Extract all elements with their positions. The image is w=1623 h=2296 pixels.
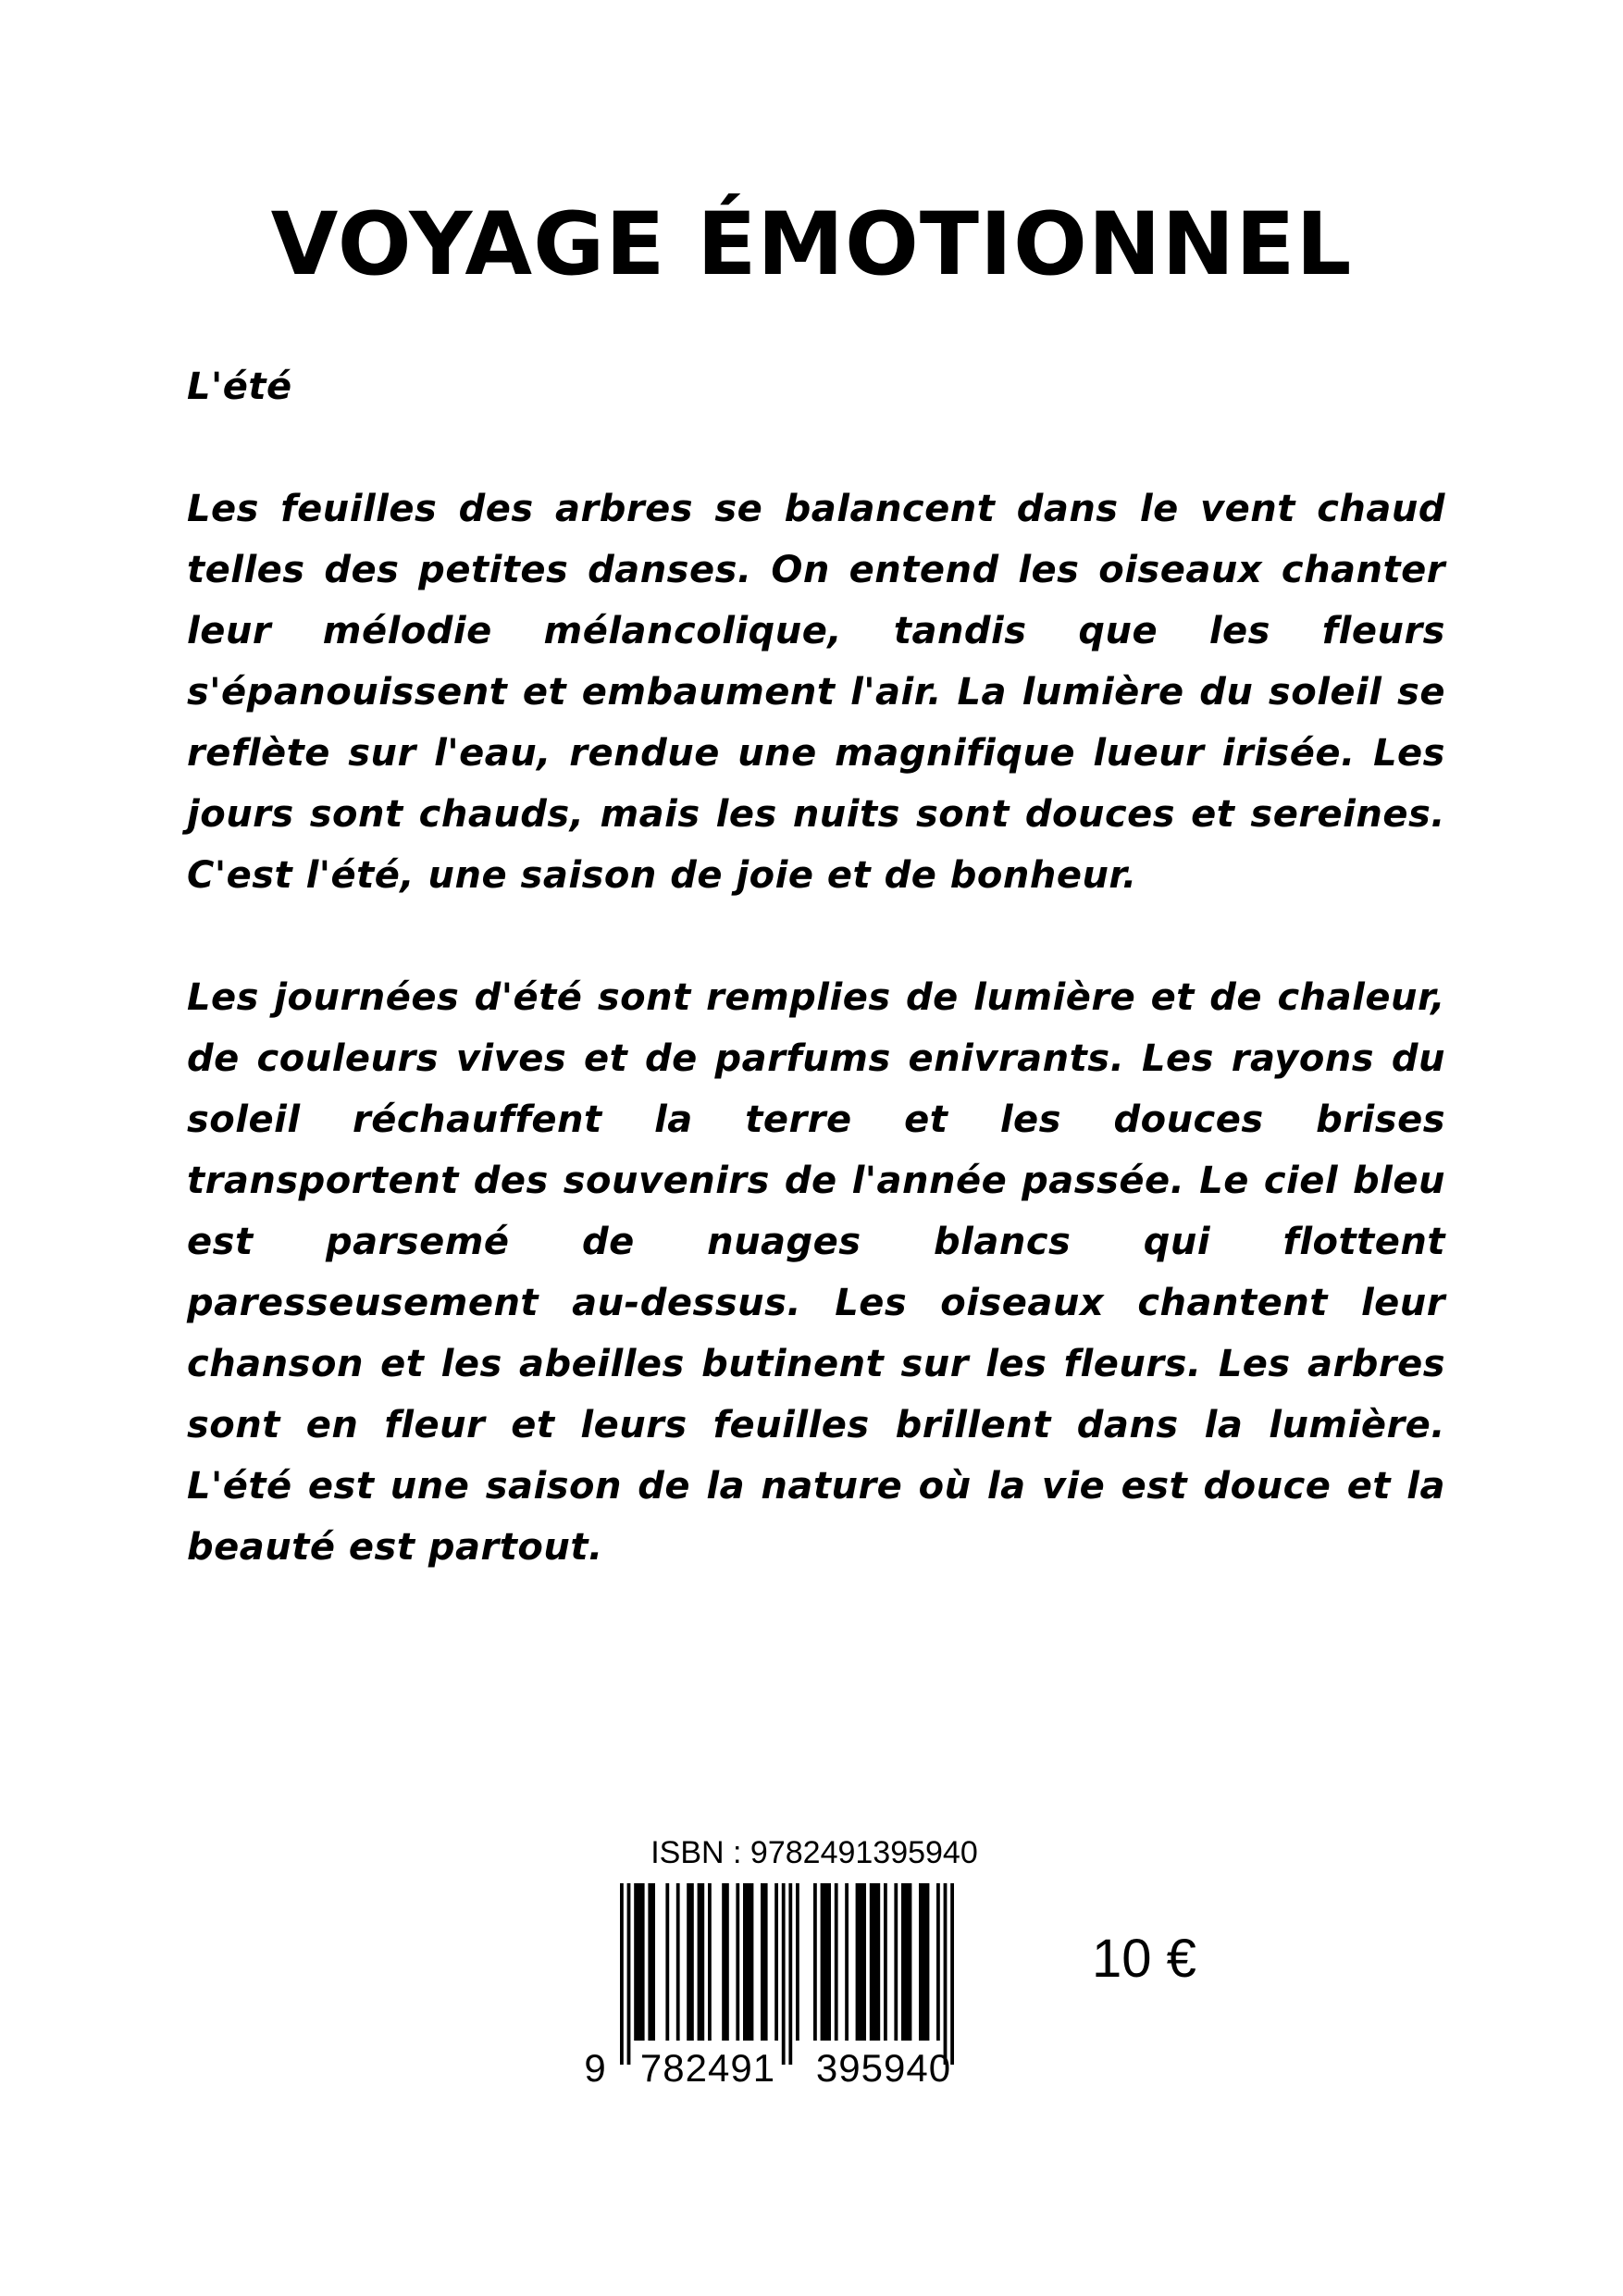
barcode-bar bbox=[944, 1883, 948, 2065]
barcode-bar bbox=[687, 1883, 694, 2041]
back-cover-text bbox=[187, 356, 1445, 1578]
barcode-bar bbox=[950, 1883, 954, 2065]
barcode-bar bbox=[648, 1883, 655, 2041]
barcode-bar bbox=[796, 1883, 799, 2041]
barcode-bar bbox=[845, 1883, 849, 2041]
barcode-bar bbox=[821, 1883, 831, 2041]
barcode-bars bbox=[620, 1883, 954, 2065]
barcode-bar bbox=[665, 1883, 669, 2041]
barcode-bar bbox=[856, 1883, 866, 2041]
barcode-bar bbox=[901, 1883, 911, 2041]
barcode-bar bbox=[708, 1883, 712, 2041]
barcode-bar bbox=[813, 1883, 817, 2041]
barcode-bar bbox=[620, 1883, 624, 2065]
barcode-bar bbox=[722, 1883, 729, 2041]
barcode-bar bbox=[894, 1883, 898, 2041]
barcode-digit-first: 9 bbox=[584, 2046, 606, 2087]
barcode-bar bbox=[936, 1883, 940, 2041]
paragraph-2: Les journées d'été sont remplies de lumière et de chaleur, de couleurs vives et de parfums enivrants. Les rayons du soleil réchauffent la terre et les douces brises transportent des souvenirs de l'année passée. Le ciel bleu est parsemé de nuages blancs qui flottent paresseusement au-dessus. Les oiseaux chantent leur chanson et les abeilles butinent sur les fleurs. Les arbres sont en fleur et leurs feuilles brillent dans la lumière. L'été est une saison de la nature où la vie est douce et la beauté est partout. bbox=[187, 976, 1445, 1569]
barcode-bar bbox=[761, 1883, 768, 2041]
barcode-bar bbox=[919, 1883, 929, 2041]
barcode-bar bbox=[782, 1883, 786, 2065]
barcode-bar bbox=[676, 1883, 680, 2041]
barcode-bar bbox=[634, 1883, 644, 2041]
price-label: 10 € bbox=[1092, 1929, 1196, 1989]
barcode-bar bbox=[627, 1883, 631, 2065]
barcode-bar bbox=[774, 1883, 778, 2041]
section-subtitle: L'été bbox=[187, 366, 292, 408]
isbn-barcode bbox=[569, 1883, 1022, 2087]
barcode-bar bbox=[736, 1883, 739, 2041]
barcode-bar bbox=[884, 1883, 887, 2041]
barcode-bar bbox=[788, 1883, 792, 2065]
barcode-bar bbox=[870, 1883, 880, 2041]
book-title: VOYAGE ÉMOTIONNEL bbox=[270, 194, 1353, 295]
barcode-digits-right: 395940 bbox=[815, 2046, 952, 2087]
barcode-bar bbox=[835, 1883, 838, 2041]
isbn-label: ISBN : 9782491395940 bbox=[650, 1835, 978, 1870]
barcode-bar bbox=[743, 1883, 753, 2041]
paragraph-1: Les feuilles des arbres se balancent dans le vent chaud telles des petites danses. On entend les oiseaux chanter leur mélodie mélancolique, tandis que les fleurs s'épanouissent et embaument l'air. La lumière du soleil se reflète sur l'eau, rendue une magnifique lueur irisée. Les jours sont chauds, mais les nuits sont douces et sereines. C'est l'été, une saison de joie et de bonheur. bbox=[187, 488, 1445, 897]
barcode-digits-left: 782491 bbox=[639, 2046, 776, 2087]
barcode-bar bbox=[698, 1883, 705, 2041]
